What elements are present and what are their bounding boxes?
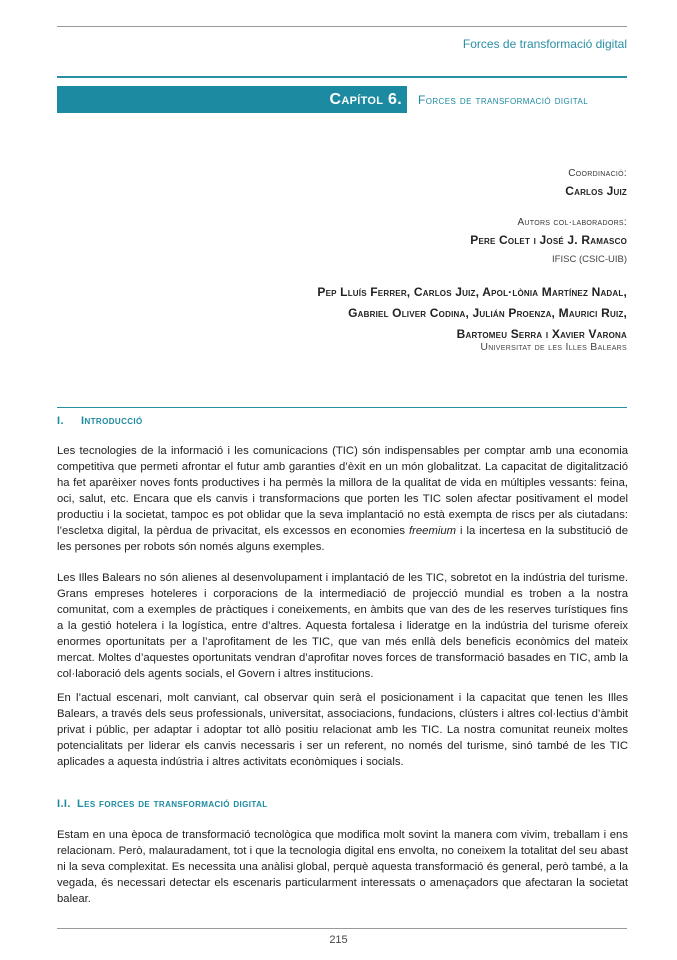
authors-affiliation: Universitat de les Illes Balears: [480, 341, 627, 353]
contributors-names: Pere Colet i José J. Ramasco: [470, 233, 627, 247]
top-rule: [57, 26, 627, 27]
section-heading: [57, 415, 143, 427]
chapter-title: Forces de transformació digital: [418, 93, 589, 107]
contributors-affiliation: IFISC (CSIC-UIB): [552, 254, 627, 265]
coordination-label: Coordinació:: [568, 168, 627, 179]
authors-list: [317, 282, 627, 345]
italic-term: freemium: [408, 525, 457, 537]
contributors-label: Autors col·laboradors:: [517, 217, 627, 228]
authors-line: Pep Lluís Ferrer, Carlos Juiz, Apol·lònia Martínez Nadal,: [317, 285, 627, 299]
paragraph: En l’actual escenari, molt canviant, cal observar quin serà el posicionament i la capacitat que tenen les Illes Balears, a través dels seus professionals, universitat, associacions, fundacions, clústers i altres col·lectius d’àmbit privat i públic, per adaptar i adoptar tot allò positiu relacionat amb les TIC. La nostra comunitat reuneix moltes potencialitats per liderar els canvis necessaris i ser un referent, no només del turisme, sinó també de les TIC aplicades a aquesta indústria i altres activitats econòmiques i socials.: [57, 692, 628, 768]
running-header: Forces de transformació digital: [462, 37, 627, 51]
footer-rule: [57, 928, 627, 929]
page-number: 215: [329, 934, 348, 946]
paragraph: Estam en una època de transformació tecnològica que modifica molt sovint la manera com vivim, treballam i ens relacionam. Però, malauradament, tot i que la tecnologia digital ens envolta, no coneixem la totalitat del seu abast ni la seva complexitat. Es necessita una anàlisi global, perquè aquesta transformació és general, però també, a la vegada, és necessari detectar els escenaris particularment interessats o amenaçadors que afectaran la societat balear.: [57, 829, 628, 905]
chapter-label: Capítol 6.: [329, 91, 402, 108]
subsection-number: I.I.: [57, 798, 71, 810]
section-title: Introducció: [81, 415, 143, 427]
header-rule: [57, 76, 627, 78]
authors-line: Bartomeu Serra i Xavier Varona: [456, 327, 627, 341]
paragraph: Les Illes Balears no són alienes al desenvolupament i implantació de les TIC, sobretot en la indústria del turisme. Grans empreses hoteleres i corporacions de la intermediació de projecció mundial es troben a la nostra comunitat, com a exemples de pràctiques i coneixements, en àmbits que van des de les reserves turístiques fins a la gestió hotelera i la logística, entre d’altres. Aquesta fortalesa i lideratge en la indústria del turisme ofereix enormes oportunitats per a l’aprofitament de les TIC, que van més enllà dels beneficis econòmics del mateix mercat. Moltes d’aquestes oportunitats vendran d’aprofitar noves forces de transformació basades en TIC, amb la col·laboració dels agents socials, el Govern i altres institucions.: [57, 572, 628, 680]
authors-line: Gabriel Oliver Codina, Julián Proenza, Maurici Ruiz,: [348, 306, 627, 320]
subsection-title: Les forces de transformació digital: [77, 798, 268, 810]
paragraph: Les tecnologies de la informació i les comunicacions (TIC) són indispensables per comptar amb una economia competitiva que permeti afrontar el futur amb garanties d’èxit en un món globalitzat. La capacitat de digitalització ha fet aparèixer noves fonts productives i ha permès la millora de la qualitat de vida en múltiples vessants: feina, oci, salut, etc. Encara que els canvis i transformacions que porten les TIC solen afectar positivament el model productiu i la societat, tampoc es pot oblidar que la seva implantació no està exempta de riscs per als ciutadans: l’escletxa digital, la pèrdua de privacitat, els excessos en economies freemium i la incertesa en la substitució de les persones per robots són només alguns exemples.: [57, 445, 628, 553]
coordinator-name: Carlos Juiz: [565, 184, 627, 198]
section-number: I.: [57, 415, 64, 427]
subsection-heading: [57, 798, 268, 810]
section-rule: [57, 407, 627, 408]
